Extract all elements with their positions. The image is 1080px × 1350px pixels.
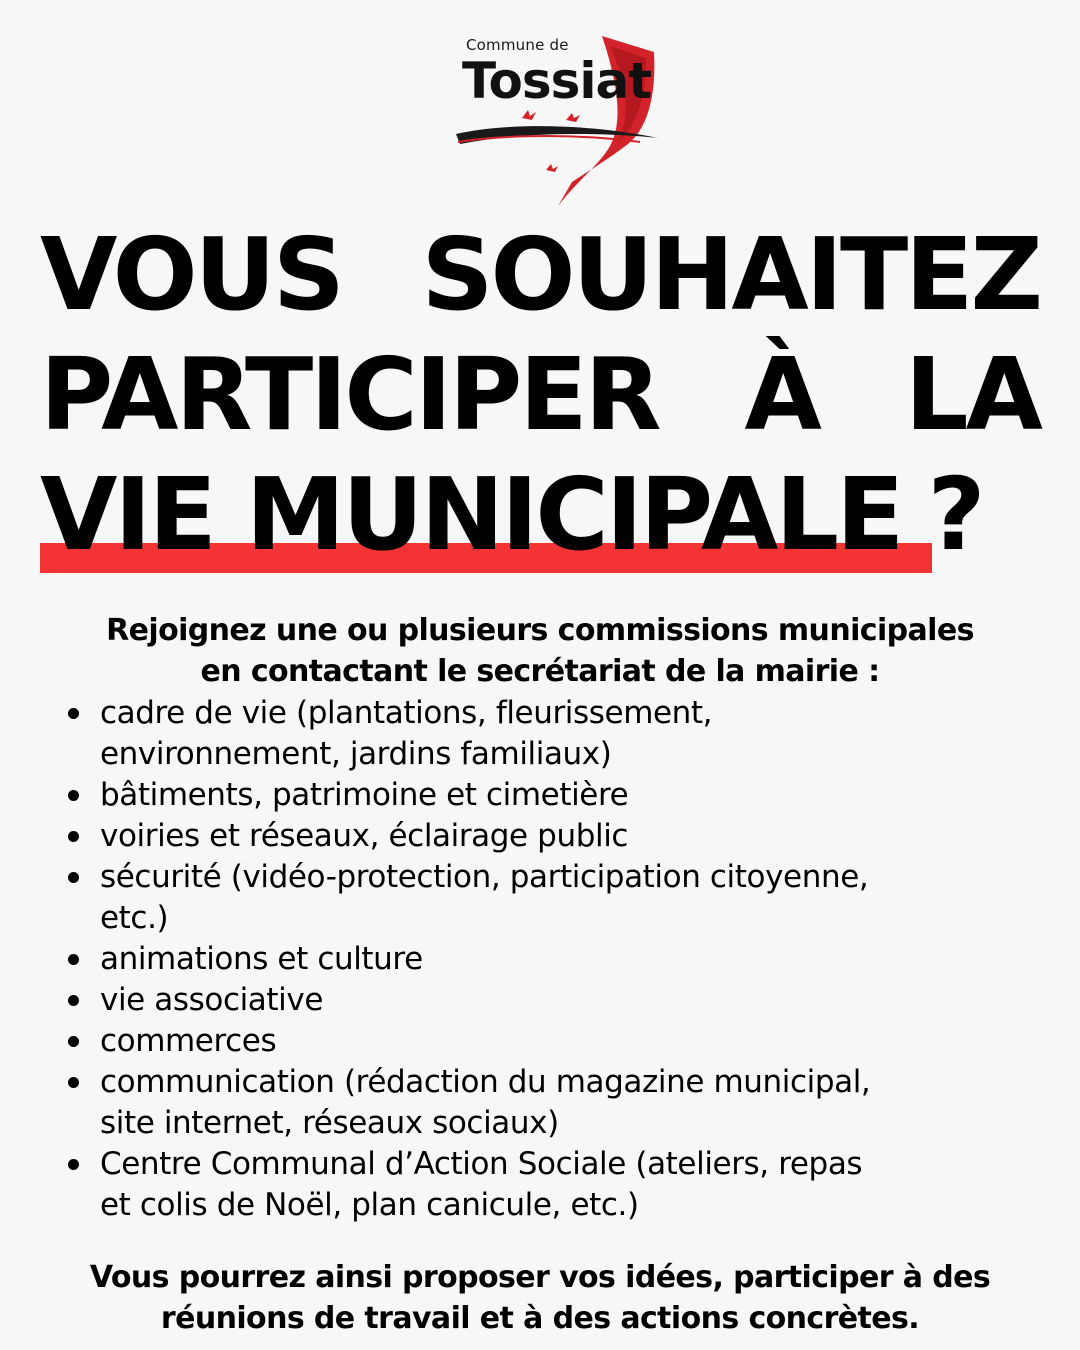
bullet-icon xyxy=(68,872,79,883)
outro-line: réunions de travail et à des actions concrètes. xyxy=(160,1301,920,1336)
list-item-line: environnement, jardins familiaux) xyxy=(100,736,612,772)
tossiat-logo xyxy=(450,30,670,210)
headline-word: À xyxy=(744,336,819,453)
list-item xyxy=(60,1144,1050,1226)
logo-commune-name: Tossiat xyxy=(462,52,652,110)
outro-line: Vous pourrez ainsi proposer vos idées, participer à des xyxy=(89,1260,991,1295)
bullet-icon xyxy=(68,1036,79,1047)
headline-line-2 xyxy=(40,335,1040,455)
list-item xyxy=(60,816,1050,857)
headline-word: SOUHAITEZ xyxy=(421,216,1040,333)
headline-line-1 xyxy=(40,215,1040,335)
list-item xyxy=(60,1021,1050,1062)
list-item xyxy=(60,693,1050,775)
intro-line: Rejoignez une ou plusieurs commissions municipales xyxy=(106,613,974,648)
headline-underlined-phrase xyxy=(40,455,901,575)
list-item-line: commerces xyxy=(100,1023,277,1059)
outro-text xyxy=(20,1257,1060,1339)
bullet-icon xyxy=(68,954,79,965)
list-item xyxy=(60,980,1050,1021)
intro-line: en contactant le secrétariat de la mairie : xyxy=(200,654,880,689)
list-item-line: cadre de vie (plantations, fleurissement, xyxy=(100,695,713,731)
list-item-line: communication (rédaction du magazine municipal, xyxy=(100,1064,871,1100)
list-item-line: et colis de Noël, plan canicule, etc.) xyxy=(100,1187,639,1223)
list-item-line: Centre Communal d’Action Sociale (ateliers, repas xyxy=(100,1146,863,1182)
headline-underlined-text: VIE MUNICIPALE xyxy=(40,456,902,573)
bullet-icon xyxy=(68,995,79,1006)
headline-word: LA xyxy=(904,336,1040,453)
bullet-icon xyxy=(68,708,79,719)
headline-word: PARTICIPER xyxy=(40,336,659,453)
list-item-line: etc.) xyxy=(100,900,169,936)
intro-text xyxy=(20,610,1060,692)
list-item-line: site internet, réseaux sociaux) xyxy=(100,1105,559,1141)
list-item xyxy=(60,1062,1050,1144)
headline-question-mark: ? xyxy=(927,456,983,573)
list-item-line: animations et culture xyxy=(100,941,423,977)
list-item-line: sécurité (vidéo-protection, participation citoyenne, xyxy=(100,859,869,895)
bullet-icon xyxy=(68,1159,79,1170)
list-item xyxy=(60,857,1050,939)
logo-commune-label: Commune de xyxy=(466,36,569,54)
list-item-line: vie associative xyxy=(100,982,323,1018)
headline-word: VOUS xyxy=(40,216,342,333)
list-item-line: voiries et réseaux, éclairage public xyxy=(100,818,629,854)
list-item-line: bâtiments, patrimoine et cimetière xyxy=(100,777,629,813)
list-item xyxy=(60,775,1050,816)
bullet-icon xyxy=(68,831,79,842)
bullet-icon xyxy=(68,790,79,801)
list-item xyxy=(60,939,1050,980)
headline-line-3 xyxy=(40,455,1040,575)
commission-list xyxy=(60,693,1050,1226)
bullet-icon xyxy=(68,1077,79,1088)
